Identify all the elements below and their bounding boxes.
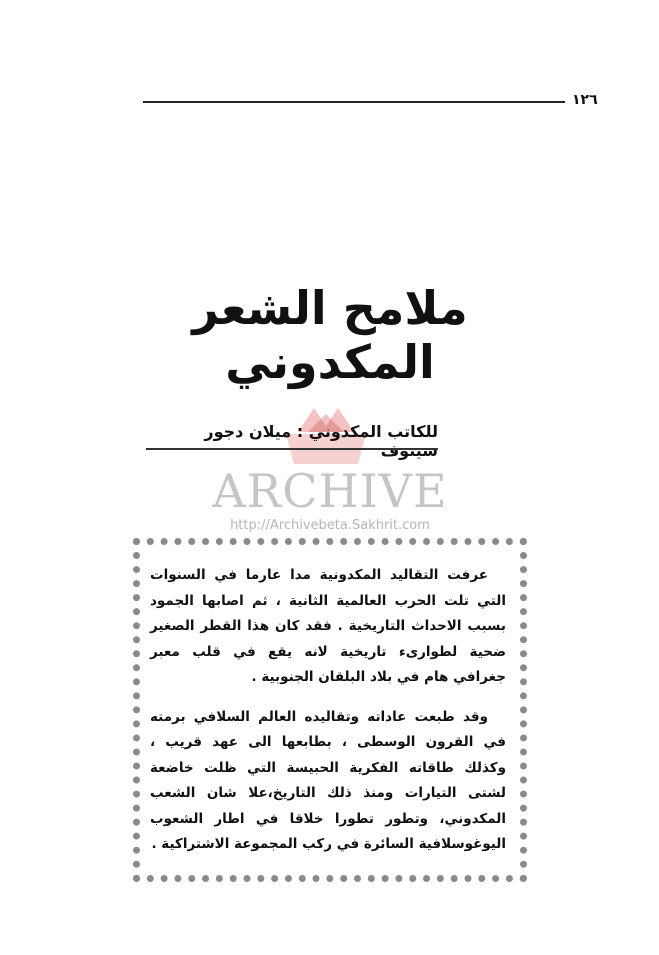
framed-text-box	[133, 538, 527, 882]
watermark-url: http://Archivebeta.Sakhrit.com	[230, 518, 430, 533]
author-byline: للكاتب المكدوني : ميلان دجور سينوف	[204, 422, 438, 460]
page-number: ١٢٦	[572, 92, 598, 108]
page-title: ملامح الشعر المكدوني	[192, 280, 468, 389]
author-underline	[146, 448, 438, 450]
paragraph-2: وقد طبعت عاداته وتقاليده العالم السلافي برمته في القرون الوسطى ، بطابعها الى عهد قريب ، وكذلك طاقاته الفكرية الحبيسة التي ظلت خاضعة لشتى التيارات ومنذ ذلك التاريخ،علا شان الشعب المكدوني، وتطور تطورا خلاقا في اطار الشعوب اليوغوسلافية السائرة في ركب المجموعة الاشتراكية .	[150, 708, 506, 852]
body-text	[150, 563, 506, 858]
header-rule	[143, 101, 565, 103]
paragraph-1: عرفت التقاليد المكدونية مدا عارما في السنوات التي تلت الحرب العالمية الثانية ، ثم اصابها الجمود بسبب الاحداث التاريخية . فقد كان هذا القطر الصغير ضحية لطوارىء تاريخية لانه يقع في قلب معبر جغرافي هام في بلاد البلقان الجنوبية .	[150, 567, 506, 685]
watermark-text: ARCHIVE	[212, 464, 448, 518]
